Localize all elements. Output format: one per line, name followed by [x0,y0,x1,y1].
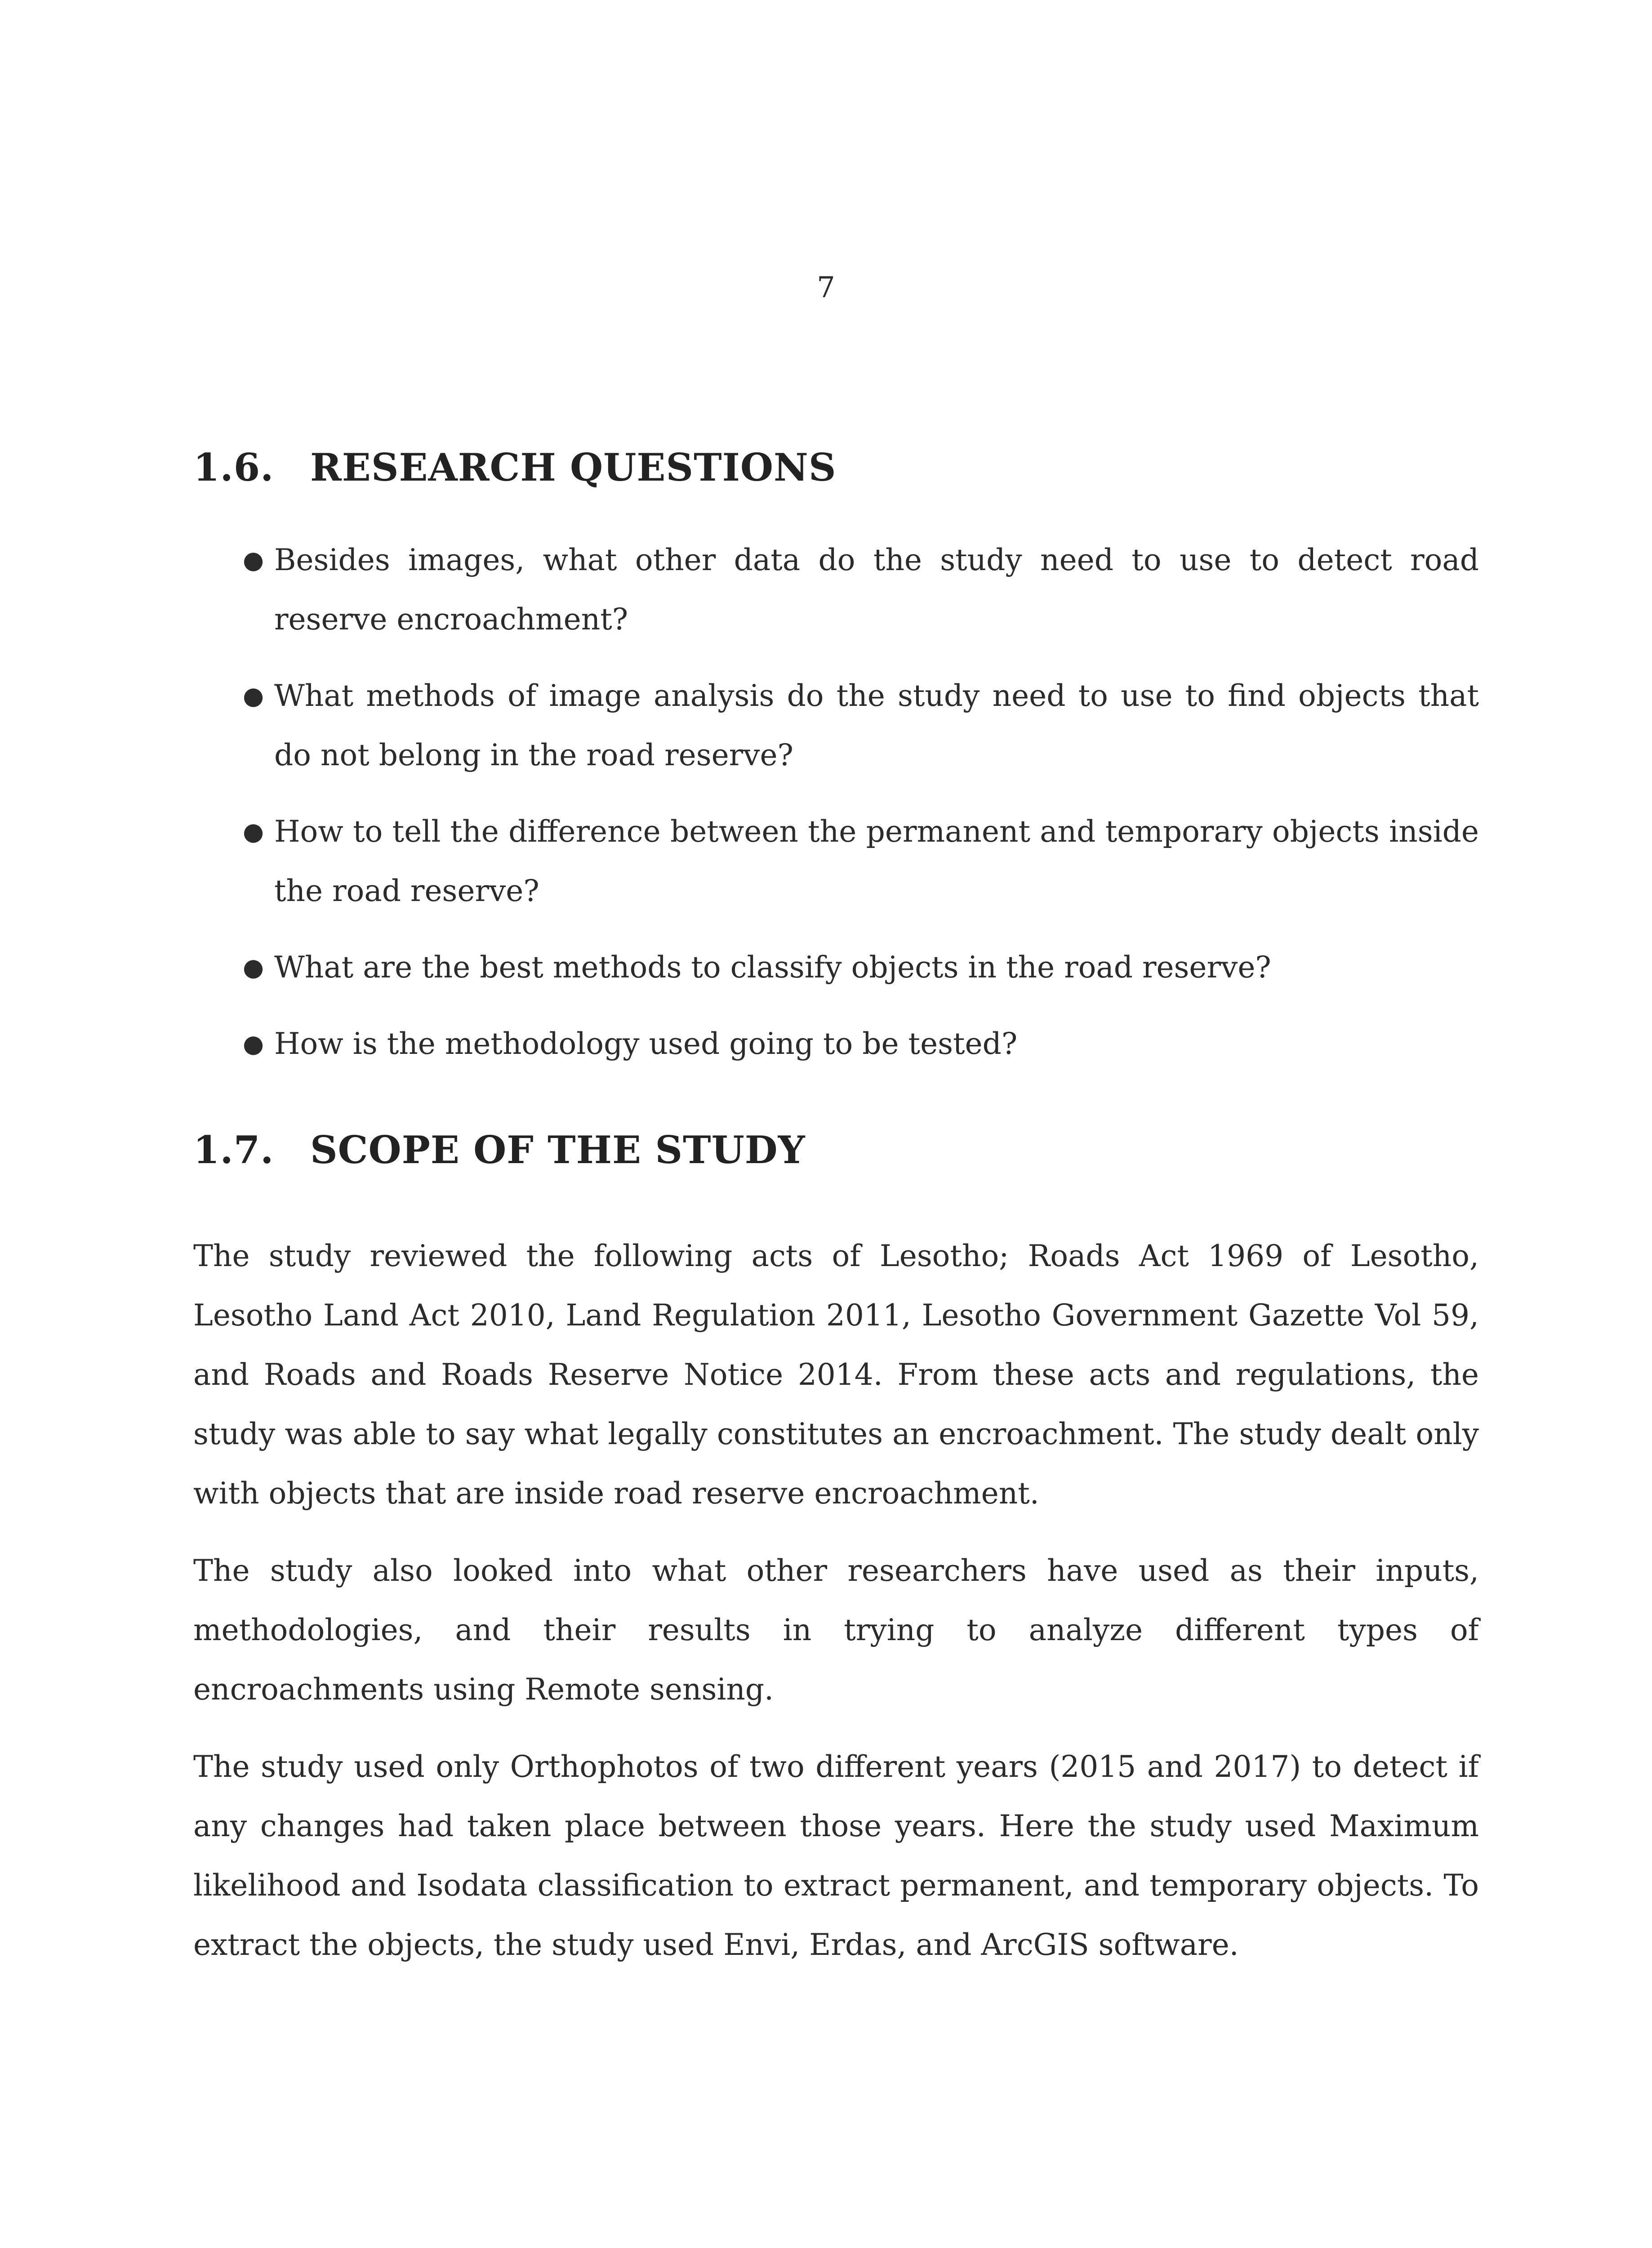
list-item [193,666,1479,785]
list-item-text: Besides images, what other data do the study need to use to detect road reserve encroachment? [274,543,1479,637]
bullet-icon: ● [243,1030,264,1058]
section-heading-scope [193,1128,1479,1173]
list-item [193,938,1479,997]
research-questions-list [193,531,1479,1074]
bullet-icon: ● [243,546,264,574]
section-heading-research-questions [193,445,1479,490]
page-content [193,445,1479,1975]
body-paragraph: The study also looked into what other researchers have used as their inputs, methodologies, and their results in trying to analyze different types of encroachments using Remote sensing. [193,1553,1479,1707]
list-item-text: How to tell the difference between the permanent and temporary objects inside the road reserve? [274,814,1479,908]
section-number: 1.6. [193,445,274,490]
list-item-text: What are the best methods to classify objects in the road reserve? [274,950,1271,985]
list-item-text: What methods of image analysis do the study need to use to find objects that do not belong in the road reserve? [274,678,1479,772]
section-title: RESEARCH QUESTIONS [310,445,837,490]
list-item-text: How is the methodology used going to be tested? [274,1026,1018,1061]
bullet-icon: ● [243,682,264,710]
bullet-icon: ● [243,953,264,981]
body-paragraph: The study reviewed the following acts of Lesotho; Roads Act 1969 of Lesotho, Lesotho Land Act 2010, Land Regulation 2011, Lesotho Government Gazette Vol 59, and Roads and Roads Reserve Notice 2014. From these acts and regulations, the study was able to say what legally constitutes an encroachment. The study dealt only with objects that are inside road reserve encroachment. [193,1239,1479,1511]
bullet-icon: ● [243,817,264,846]
page-number: 7 [817,271,835,304]
section-number: 1.7. [193,1128,274,1172]
list-item [193,531,1479,649]
section-title: SCOPE OF THE STUDY [310,1128,806,1172]
list-item [193,1014,1479,1074]
body-paragraph: The study used only Orthophotos of two different years (2015 and 2017) to detect if any changes had taken place between those years. Here the study used Maximum likelihood and Isodata classification to extract permanent, and temporary objects. To extract the objects, the study used Envi, Erdas, and ArcGIS software. [193,1749,1479,1962]
list-item [193,802,1479,921]
